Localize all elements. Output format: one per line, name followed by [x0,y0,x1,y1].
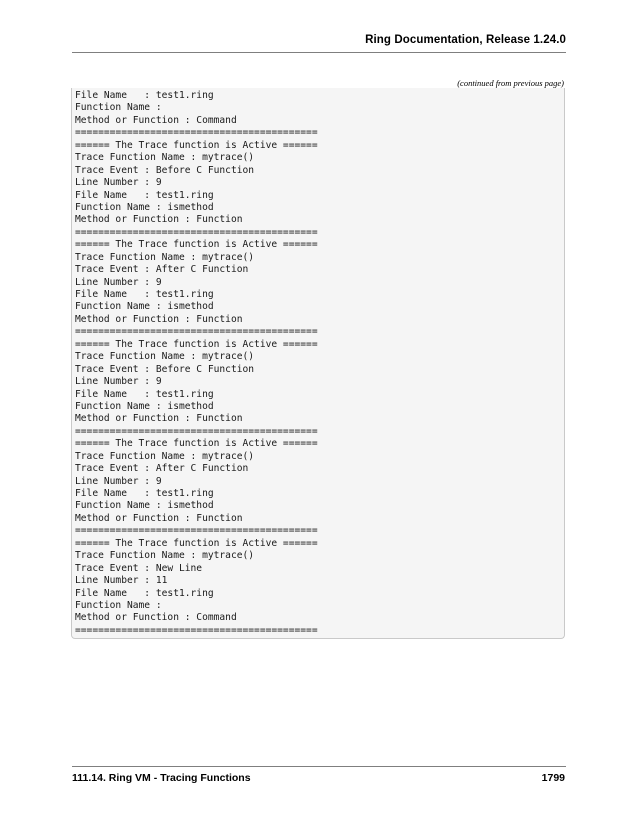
code-line: Trace Event : After C Function [75,463,249,475]
code-lines [72,88,564,637]
code-line: ========================================== [75,425,318,437]
code-line: Method or Function : Command [75,114,237,126]
code-line: Line Number : 9 [75,177,162,189]
code-line: Trace Function Name : mytrace() [75,351,255,363]
code-line: ========================================== [75,326,318,338]
code-line: File Name : test1.ring [75,488,214,499]
code-line: ====== The Trace function is Active ====== [75,239,318,251]
code-line: File Name : test1.ring [75,189,214,201]
code-line: Method or Function : Function [75,214,243,226]
code-line: Method or Function : Function [75,313,243,325]
continued-note: (continued from previous page) [457,78,564,88]
code-line: Function Name : [75,102,162,114]
footer-divider [72,766,566,767]
code-line: Line Number : 9 [75,475,162,487]
code-line: ========================================== [75,127,318,139]
code-line: ========================================== [75,624,318,636]
code-line: ====== The Trace function is Active ====== [75,537,318,549]
running-header-title: Ring Documentation, Release 1.24.0 [365,34,566,46]
code-line: ====== The Trace function is Active ====== [75,438,318,450]
code-line: Function Name : ismethod [75,301,214,313]
header-divider [72,52,566,53]
code-line: ========================================== [75,525,318,537]
code-line: ====== The Trace function is Active ====== [75,338,318,350]
code-line: Trace Function Name : mytrace() [75,152,255,164]
code-line: Trace Function Name : mytrace() [75,450,255,462]
code-line: File Name : test1.ring [75,587,214,599]
code-line: Function Name : [75,599,162,611]
code-line: ========================================== [75,226,318,238]
code-line: Line Number : 9 [75,276,162,288]
code-line: File Name : test1.ring [75,90,214,101]
code-line: Trace Event : After C Function [75,264,249,276]
code-line: Trace Event : New Line [75,562,203,574]
code-line: Trace Event : Before C Function [75,164,255,176]
code-line: Method or Function : Function [75,413,243,425]
code-line: ====== The Trace function is Active ====== [75,139,318,151]
code-line: Trace Function Name : mytrace() [75,550,255,562]
code-line: Function Name : ismethod [75,201,214,213]
code-line: Line Number : 9 [75,376,162,388]
footer-section-title: 111.14. Ring VM - Tracing Functions [72,772,251,784]
code-line: Method or Function : Command [75,612,237,624]
code-line: File Name : test1.ring [75,289,214,300]
code-block [71,88,565,639]
code-line: Method or Function : Function [75,512,243,524]
code-line: Line Number : 11 [75,575,168,587]
code-line: Trace Event : Before C Function [75,363,255,375]
code-line: File Name : test1.ring [75,388,214,400]
code-line: Trace Function Name : mytrace() [75,251,255,263]
page-number: 1799 [541,772,565,784]
code-line: Function Name : ismethod [75,500,214,512]
code-line: Function Name : ismethod [75,400,214,412]
